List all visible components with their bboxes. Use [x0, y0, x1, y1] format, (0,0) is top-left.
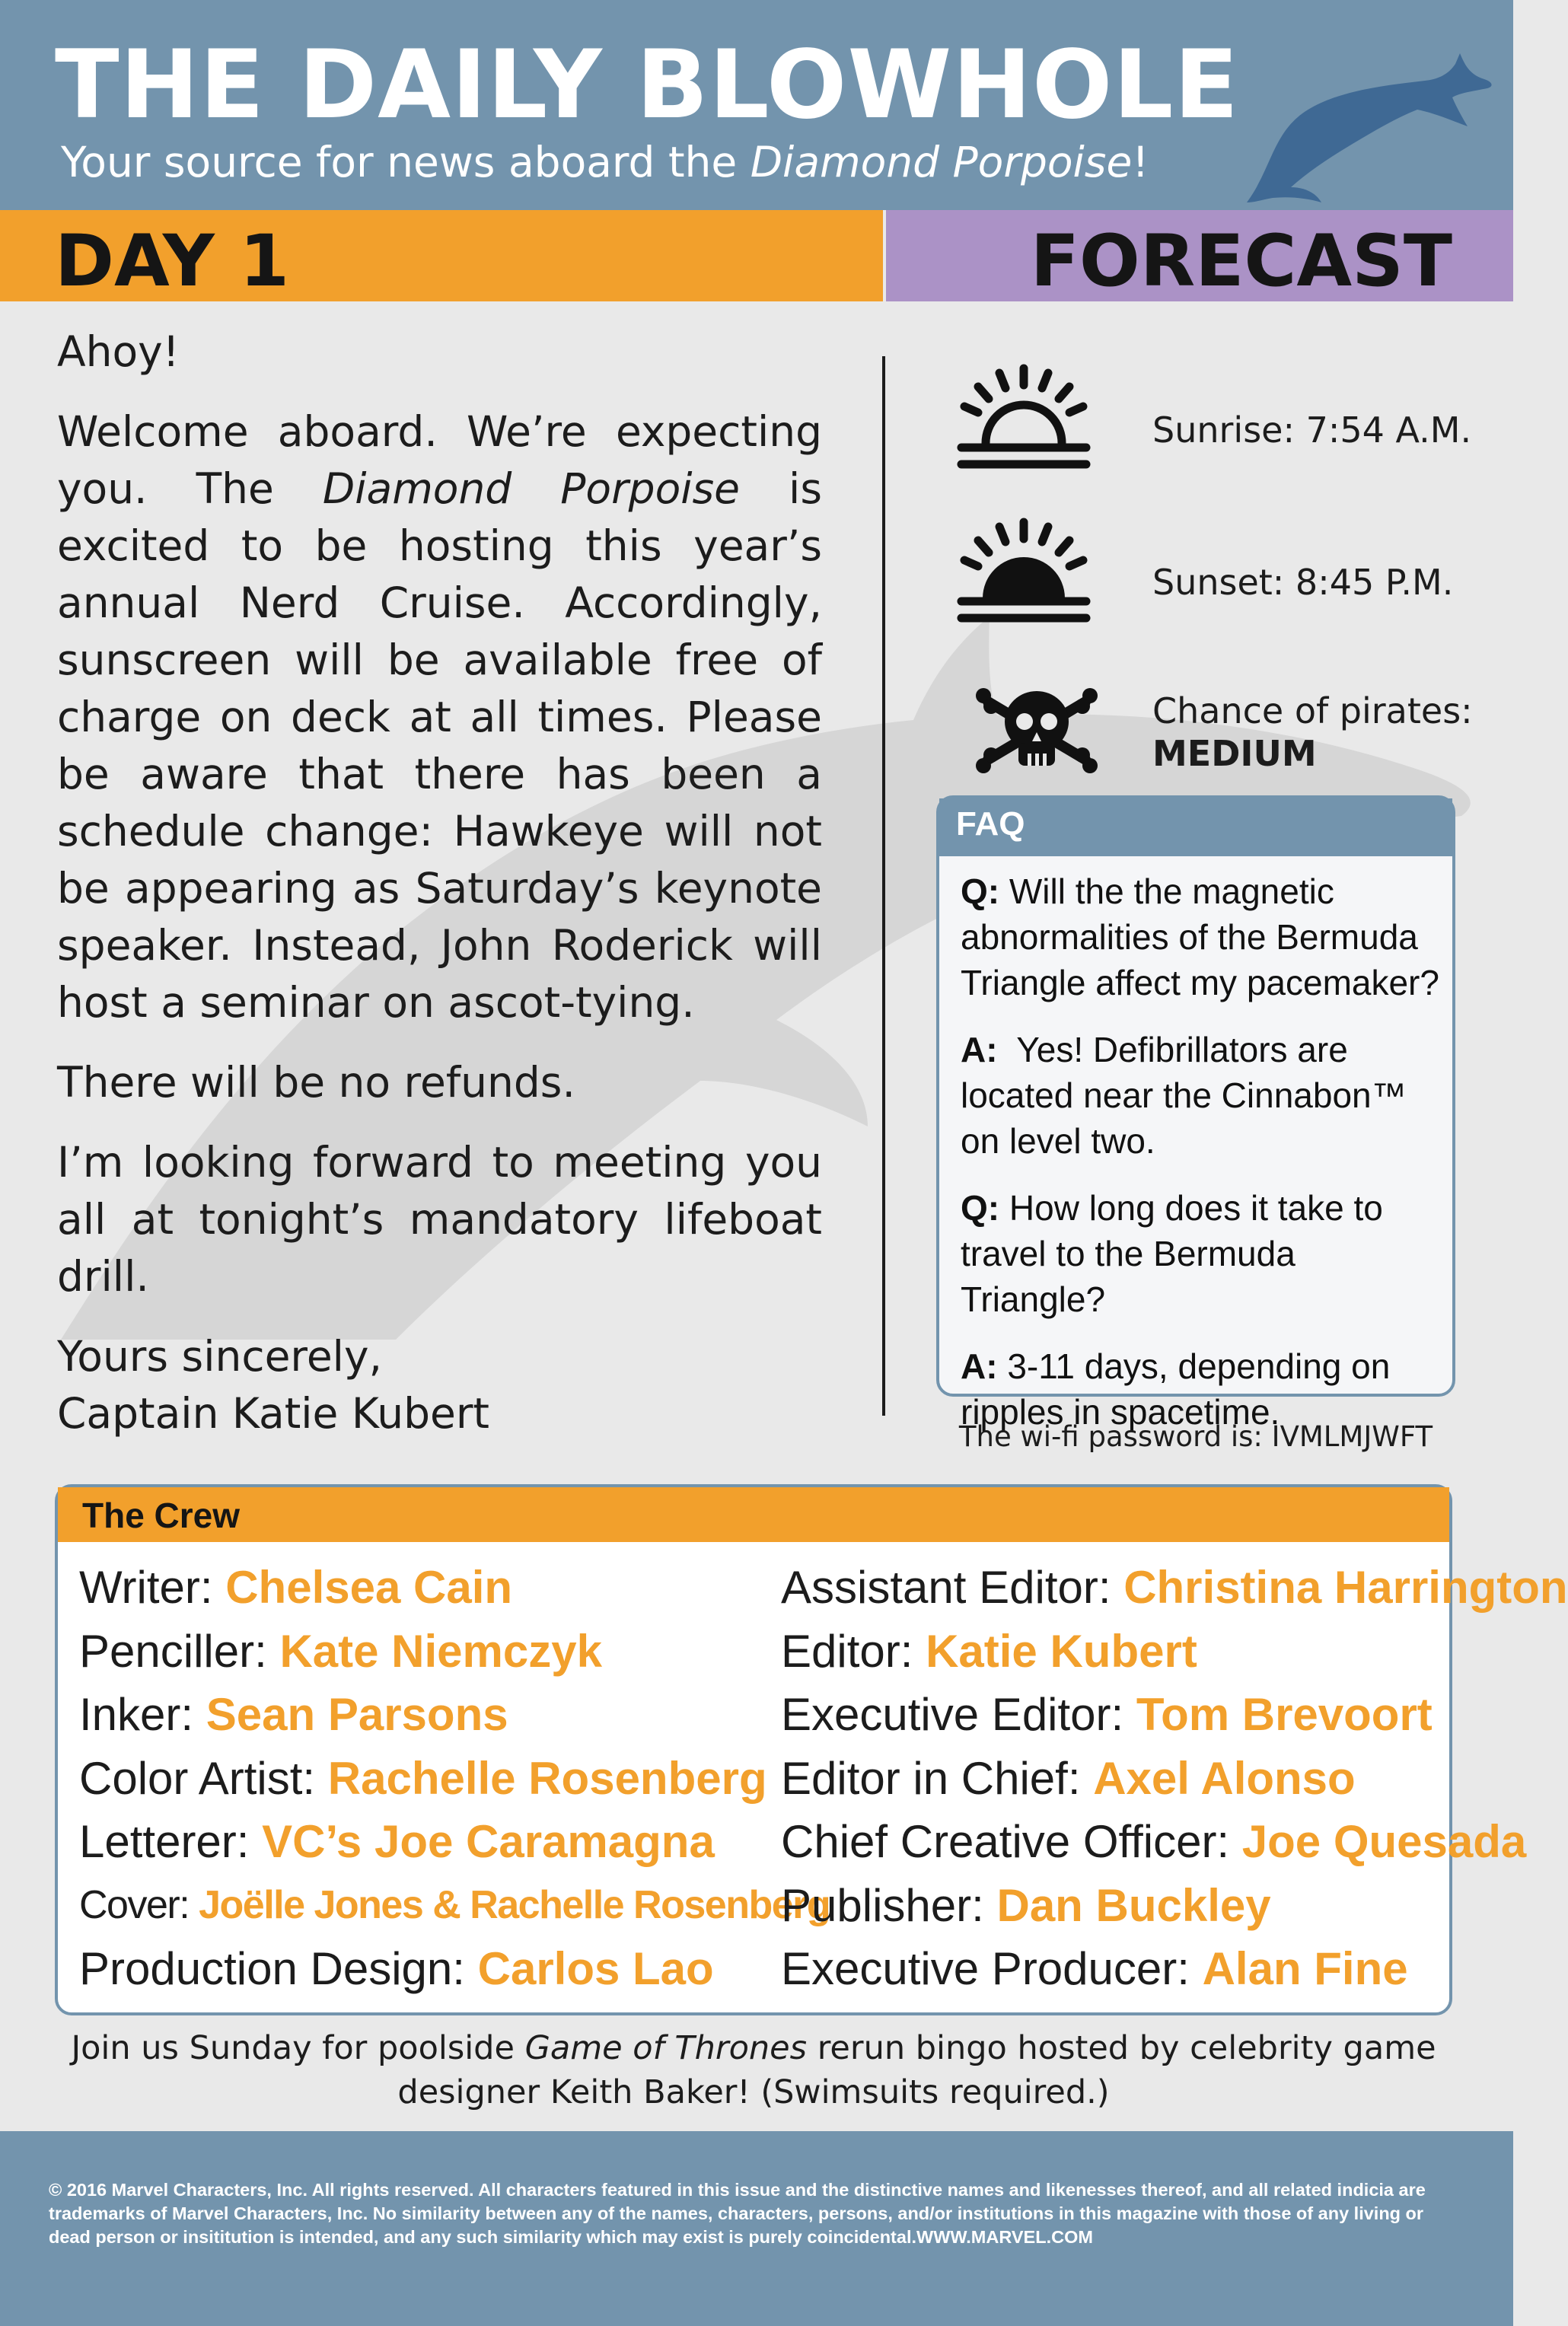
crew-credit: Assistant Editor: Christina Harrington [781, 1562, 1568, 1613]
crew-credit: Production Design: Carlos Lao [79, 1943, 714, 1994]
day-title: DAY 1 [55, 220, 289, 303]
letter-greeting: Ahoy! [57, 327, 180, 376]
crew-column-left [79, 1556, 830, 2001]
newsletter-title: THE DAILY BLOWHOLE [55, 30, 1240, 140]
column-divider [882, 356, 885, 1416]
pirate-chance: Chance of pirates: MEDIUM [1152, 690, 1473, 774]
letter-paragraph: Welcome aboard. We’re expecting you. The Diamond Porpoise is excited to be hosting this year’s annual Nerd Cruise. Accordingly, sunscreen will be available free of charge on deck at all times. Please be aware that there has been a schedule change: Hawkeye will not be appearing as Saturday’s keynote speaker. Instead, John Roderick will host a seminar on ascot-tying. [57, 407, 822, 1027]
skull-crossbones-icon [974, 683, 1099, 775]
crew-credit: Letterer: VC’s Joe Caramagna [79, 1816, 715, 1867]
crew-credit: Cover: Joëlle Jones & Rachelle Rosenberg [79, 1882, 830, 1927]
faq-question: Q: How long does it take to travel to the Bermuda Triangle? [961, 1188, 1383, 1319]
crew-credit: Editor in Chief: Axel Alonso [781, 1752, 1356, 1804]
crew-credit: Writer: Chelsea Cain [79, 1562, 513, 1613]
faq-box [936, 795, 1455, 1432]
dolphin-icon [1242, 53, 1493, 206]
crew-credit: Color Artist: Rachelle Rosenberg [79, 1752, 767, 1804]
letter-paragraph: There will be no refunds. [57, 1058, 575, 1107]
ship-name: Diamond Porpoise [750, 138, 1133, 186]
letter-signature: Captain Katie Kubert [57, 1389, 489, 1438]
wifi-password: The wi-fi password is: IVMLMJWFT [958, 1420, 1433, 1453]
crew-column-right [781, 1556, 1568, 2001]
event-announcement: Join us Sunday for poolside Game of Thrones rerun bingo hosted by celebrity game designer Keith Baker! (Swimsuits required.) [71, 2029, 1436, 2111]
newsletter-subtitle: Your source for news aboard the Diamond Porpoise! [61, 138, 1149, 186]
forecast-title: FORECAST [1030, 220, 1452, 303]
crew-box [55, 1484, 1568, 2015]
crew-credit: Inker: Sean Parsons [79, 1689, 508, 1740]
sunset-icon [955, 518, 1092, 624]
crew-credit: Penciller: Kate Niemczyk [79, 1625, 602, 1677]
letter-paragraph: I’m looking forward to meeting you all at tonight’s mandatory lifeboat drill. [57, 1138, 822, 1301]
crew-credit: Executive Editor: Tom Brevoort [781, 1689, 1433, 1740]
captains-letter [57, 323, 822, 1442]
pirate-chance-value: MEDIUM [1152, 733, 1317, 774]
crew-title: The Crew [82, 1496, 241, 1535]
faq-answer: A: Yes! Defibrillators are located near the Cinnabon™ on level two. [961, 1030, 1407, 1161]
faq-list [961, 868, 1440, 1456]
letter-closing: Yours sincerely, [57, 1332, 382, 1381]
faq-title: FAQ [956, 805, 1025, 843]
faq-question: Q: Will the the magnetic abnormalities of the Bermuda Triangle affect my pacemaker? [961, 871, 1439, 1002]
crew-header [58, 1487, 1449, 1542]
sunset-time: Sunset: 8:45 P.M. [1152, 562, 1454, 603]
sunrise-time: Sunrise: 7:54 A.M. [1152, 409, 1472, 451]
sunrise-icon [955, 364, 1092, 470]
legal-text: © 2016 Marvel Characters, Inc. All rights reserved. All characters featured in this issue and the distinctive names and likenesses thereof, and all related indicia are trademarks of Marvel Characters, Inc. No similarity between any of the names, characters, persons, and/or institutions in this magazine with those of any living or dead person or insititution is intended, and any such similarity which may exist is purely coincidental.WWW.MARVEL.COM [49, 2180, 1426, 2247]
crew-credit: Publisher: Dan Buckley [781, 1879, 1271, 1931]
faq-answer: A: 3-11 days, depending on ripples in spacetime. [961, 1346, 1391, 1432]
crew-credit: Chief Creative Officer: Joe Quesada [781, 1816, 1527, 1867]
crew-credit: Editor: Katie Kubert [781, 1625, 1197, 1677]
crew-credit: Executive Producer: Alan Fine [781, 1943, 1408, 1994]
